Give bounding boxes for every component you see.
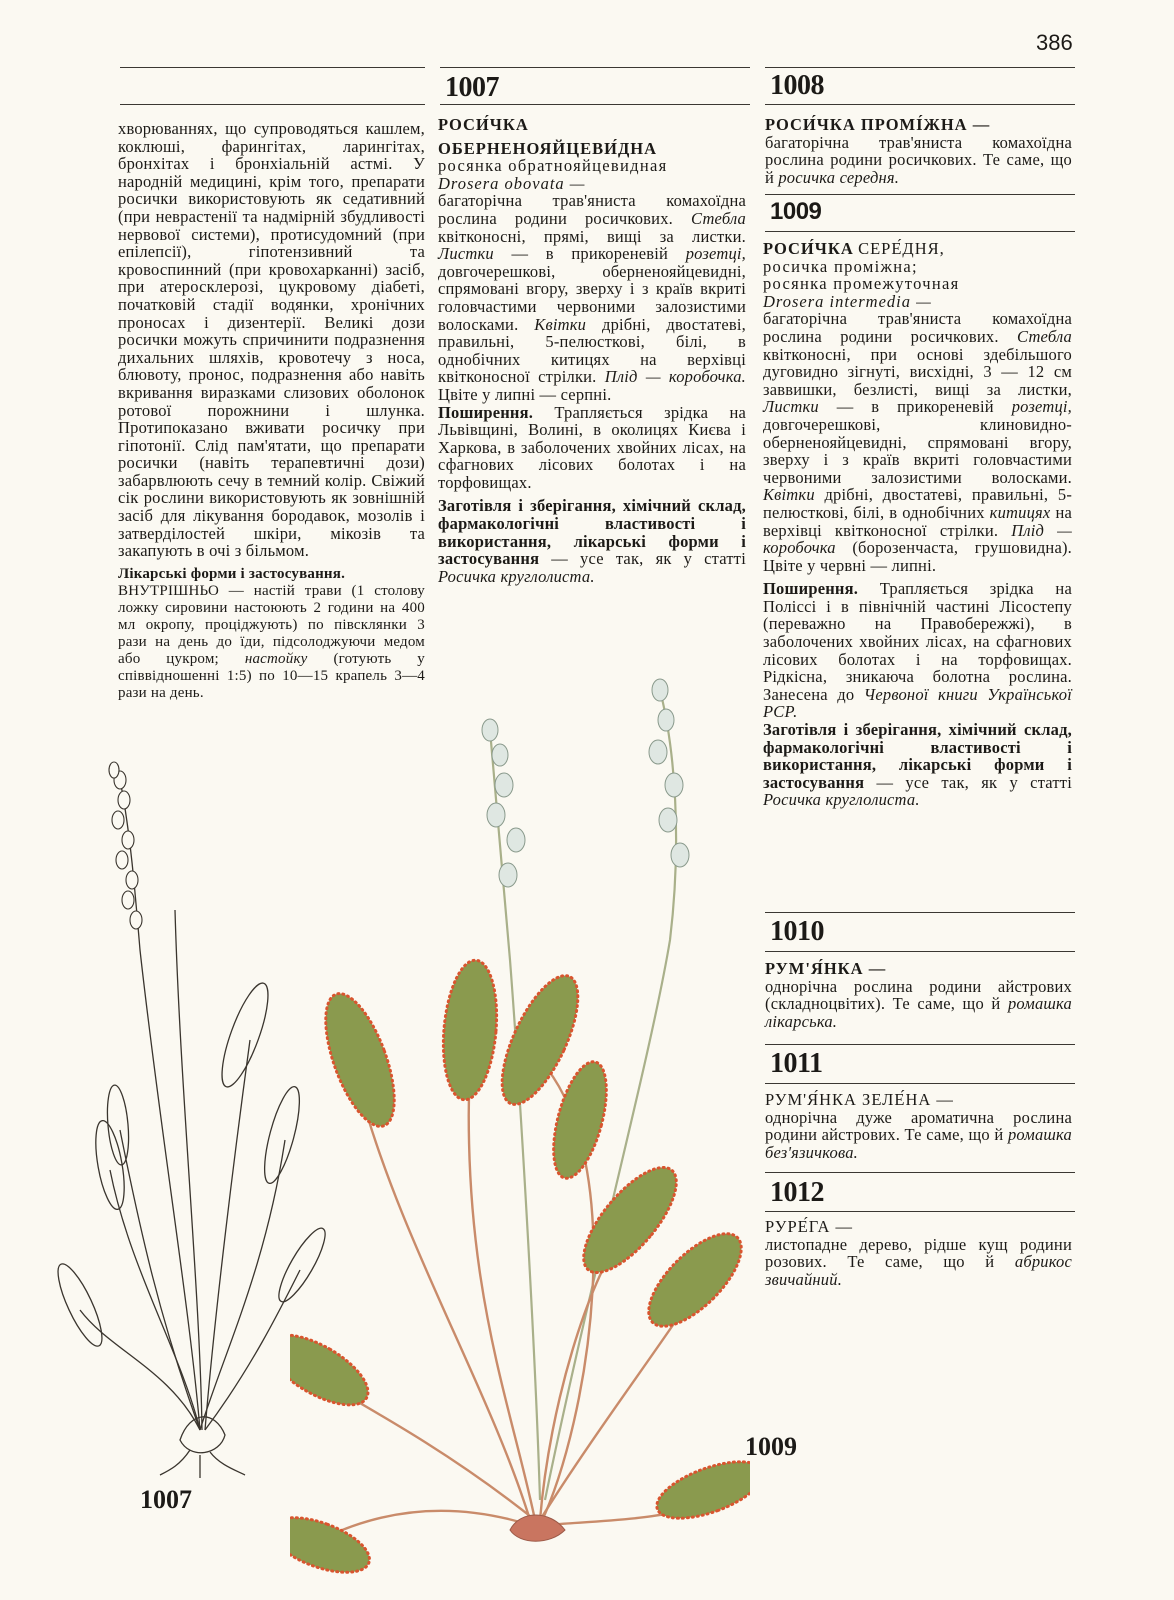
entry-1008-description: багаторічна трав'яниста комахоїдна рослина родини росичкових. Те саме, що й росичка середня. [765,132,1072,187]
header-rule-mid [440,67,750,68]
figure-label-1009: 1009 [745,1432,797,1461]
entry-number-1008: 1008 [770,70,824,101]
entry-1012-description: листопадне дерево, рідше кущ родини розових. Те саме, що й абрикос звичайний. [765,1234,1072,1289]
entry-1008 [765,116,1072,186]
entry-1009-description: багаторічна трав'яниста комахоїдна рослина родини росичкових. Стебла квітконосні, при основі здебільшого дуговидно зігнуті, висхідні, 3 — 12 см заввишки, безлисті, вищі за листки, Листки — в прикореневій розетці, довгочерешкові, клиновидно-оберненояйцевидні, спрямовані вгору, зверху і з країв вкриті головчастими червоними залозистими волосками. Квітки дрібні, двостатеві, правильні, 5-пелюсткові, білі, в однобічних китицях на верхівці квітконосної стрілки. Плід — коробочка (борозенчаста, грушовидна). Цвіте у червні — липні. [763,309,1073,575]
entry-1010-description: однорічна рослина родини айстрових (складноцвітих). Те саме, що й ромашка лікарська. [765,976,1073,1031]
rule-after-1012-number [765,1211,1075,1212]
forms-text-1: — настій трави (1 столову ложку сировини настоюють 2 години на 400 мл окропу, проціджують) по півсклянки 3 рази на день до їди, підсолоджуючи медом або цукром; [118,582,425,667]
entry-1011-description: однорічна дуже ароматична рослина родини айстрових. Те саме, що й ромашка без'язичкова. [765,1107,1073,1162]
rule-after-1010-number [765,951,1075,952]
entry-number-1011: 1011 [770,1048,823,1079]
entry-1007-russian: росянка обратнояйцевидная [438,156,668,176]
entry-1007-distribution: Поширення. Трапляється зрідка на Львівщині, Волині, в околицях Києва і Харкова, в заболочених хвойних лісах, на сфагнових лісових болотах і на торфовищах. [438,402,746,492]
rule-before-1010 [765,912,1075,913]
forms-tincture: настойку [244,650,308,667]
left-rule-2 [120,104,425,105]
entry-1010-title: РУМ'Я́НКА — [765,959,887,978]
header-rule-right [765,67,1075,68]
entry-number-1012: 1012 [770,1177,824,1208]
header-rule-left [120,67,425,68]
entry-1011 [765,1091,1072,1161]
entry-1007-title-2: ОБЕРНЕНОЯЙЦЕВИ́ДНА [438,138,658,158]
entry-1012 [765,1218,1072,1288]
entry-number-1007: 1007 [445,72,499,103]
left-column [118,120,425,702]
entry-1007 [438,116,746,585]
entry-1008-title: РОСИ́ЧКА ПРОМІ́ЖНА — [765,115,991,134]
entry-1009-latin: Drosera intermedia — [763,291,932,311]
entry-1009-distribution: Поширення. Трапляється зрідка на Поліссі і в північній частині Лісостепу (переважно на Правобережжі), в заболочених хвойних лісах, на сфагнових лісових болотах і на торфовищах. Рідкісна, зникаюча болотна рослина. Занесена до Червоної книги Української РСР. [763,579,1072,722]
entry-number-1009: 1009 [770,198,822,225]
entry-1010 [765,960,1072,1030]
mid-rule-2 [440,104,750,105]
rule-before-1011 [765,1044,1075,1045]
entry-1012-title: РУРЕ́ГА — [765,1217,853,1236]
entry-1009-harvest: Заготівля і зберігання, хімічний склад, фармакологічні властивості і використання, лікарські форми і застосування — усе так, як у статті Росичка круглолиста. [763,720,1073,810]
rule-before-1012 [765,1172,1075,1173]
rule-after-1009-number [765,231,1075,232]
forms-lead: ВНУТРІШНЬО [118,582,219,599]
entry-1011-title: РУМ'Я́НКА ЗЕЛЕ́НА — [765,1090,954,1109]
forms-text-2: (готують у співвідношенні 1:5) по 10—15 крапель 3—4 рази на день. [118,650,426,701]
entry-1007-description: багаторічна трав'яниста комахоїдна рослина родини росичкових. Стебла квітконосні, прямі, вищі за листки. Листки — в прикореневій розетці, довгочерешкові, оберненояйцевидні, спрямовані вгору, зверху і з країв вкриті головчастими червоними залозистими волосками. Квітки дрібні, двостатеві, правильні, 5-пелюсткові, білі, в однобічних китицях на верхівці квітконосної стрілки. Плід — коробочка. Цвіте у липні — серпні. [438,191,747,404]
figure-label-1007: 1007 [140,1485,192,1514]
sundew-1009-color-drawing [290,640,750,1600]
entry-number-1010: 1010 [770,916,824,947]
left-column-text: хворюваннях, що супроводяться кашлем, коклюші, фарингітах, ларингітах, бронхітах і бронхіальній астмі. У народній медицині, крім того, препарати росички використовують як седативний (при неврастенії та надмірній збудливості нервової системи), протисудомний (при епілепсії), гіпотензивний та кровоспинний (при кровохарканні) засіб, при атеросклерозі, цукровому діабеті, початковій стадії водянки, хронічних проносах і дизентерії. Великі дози росички можуть спричинити подразнення дихальних шляхів, кровотечу з носа, блювоту, пронос, подразнення або навіть вкривання виразками слизових оболонок ротової порожнини і шлунка. Протипоказано вживати росичку при гіпотонії. Слід пам'ятати, що препарати росички (навіть терапевтичні дози) забарвлюють сечу в темний колір. Свіжий сік рослини використовують як зовнішній засіб для лікування бородавок, мозолів і затверділостей шкіри, мікозів та закапують в очі з більмом. [118,119,425,561]
entry-1009-title: РОСИ́ЧКА СЕРЕ́ДНЯ, [763,239,945,258]
entry-1007-harvest: Заготівля і зберігання, хімічний склад, фармакологічні властивості і використання, лікарські форми і застосування — усе так, як у статті Росичка круглолиста. [438,496,746,586]
entry-1009-alt-1: росичка проміжна; [763,256,918,276]
forms-heading: Лікарські форми і застосування. [118,565,346,582]
entry-1007-latin: Drosera obovata — [438,173,586,193]
right-rule-2 [765,104,1075,105]
entry-1007-title-1: РОСИ́ЧКА [438,115,529,134]
rule-after-1011-number [765,1083,1075,1084]
page-number: 386 [1036,30,1073,55]
entry-1009 [763,240,1072,809]
rule-before-1009 [765,194,1075,195]
entry-1009-alt-2: росянка промежуточная [763,274,960,294]
